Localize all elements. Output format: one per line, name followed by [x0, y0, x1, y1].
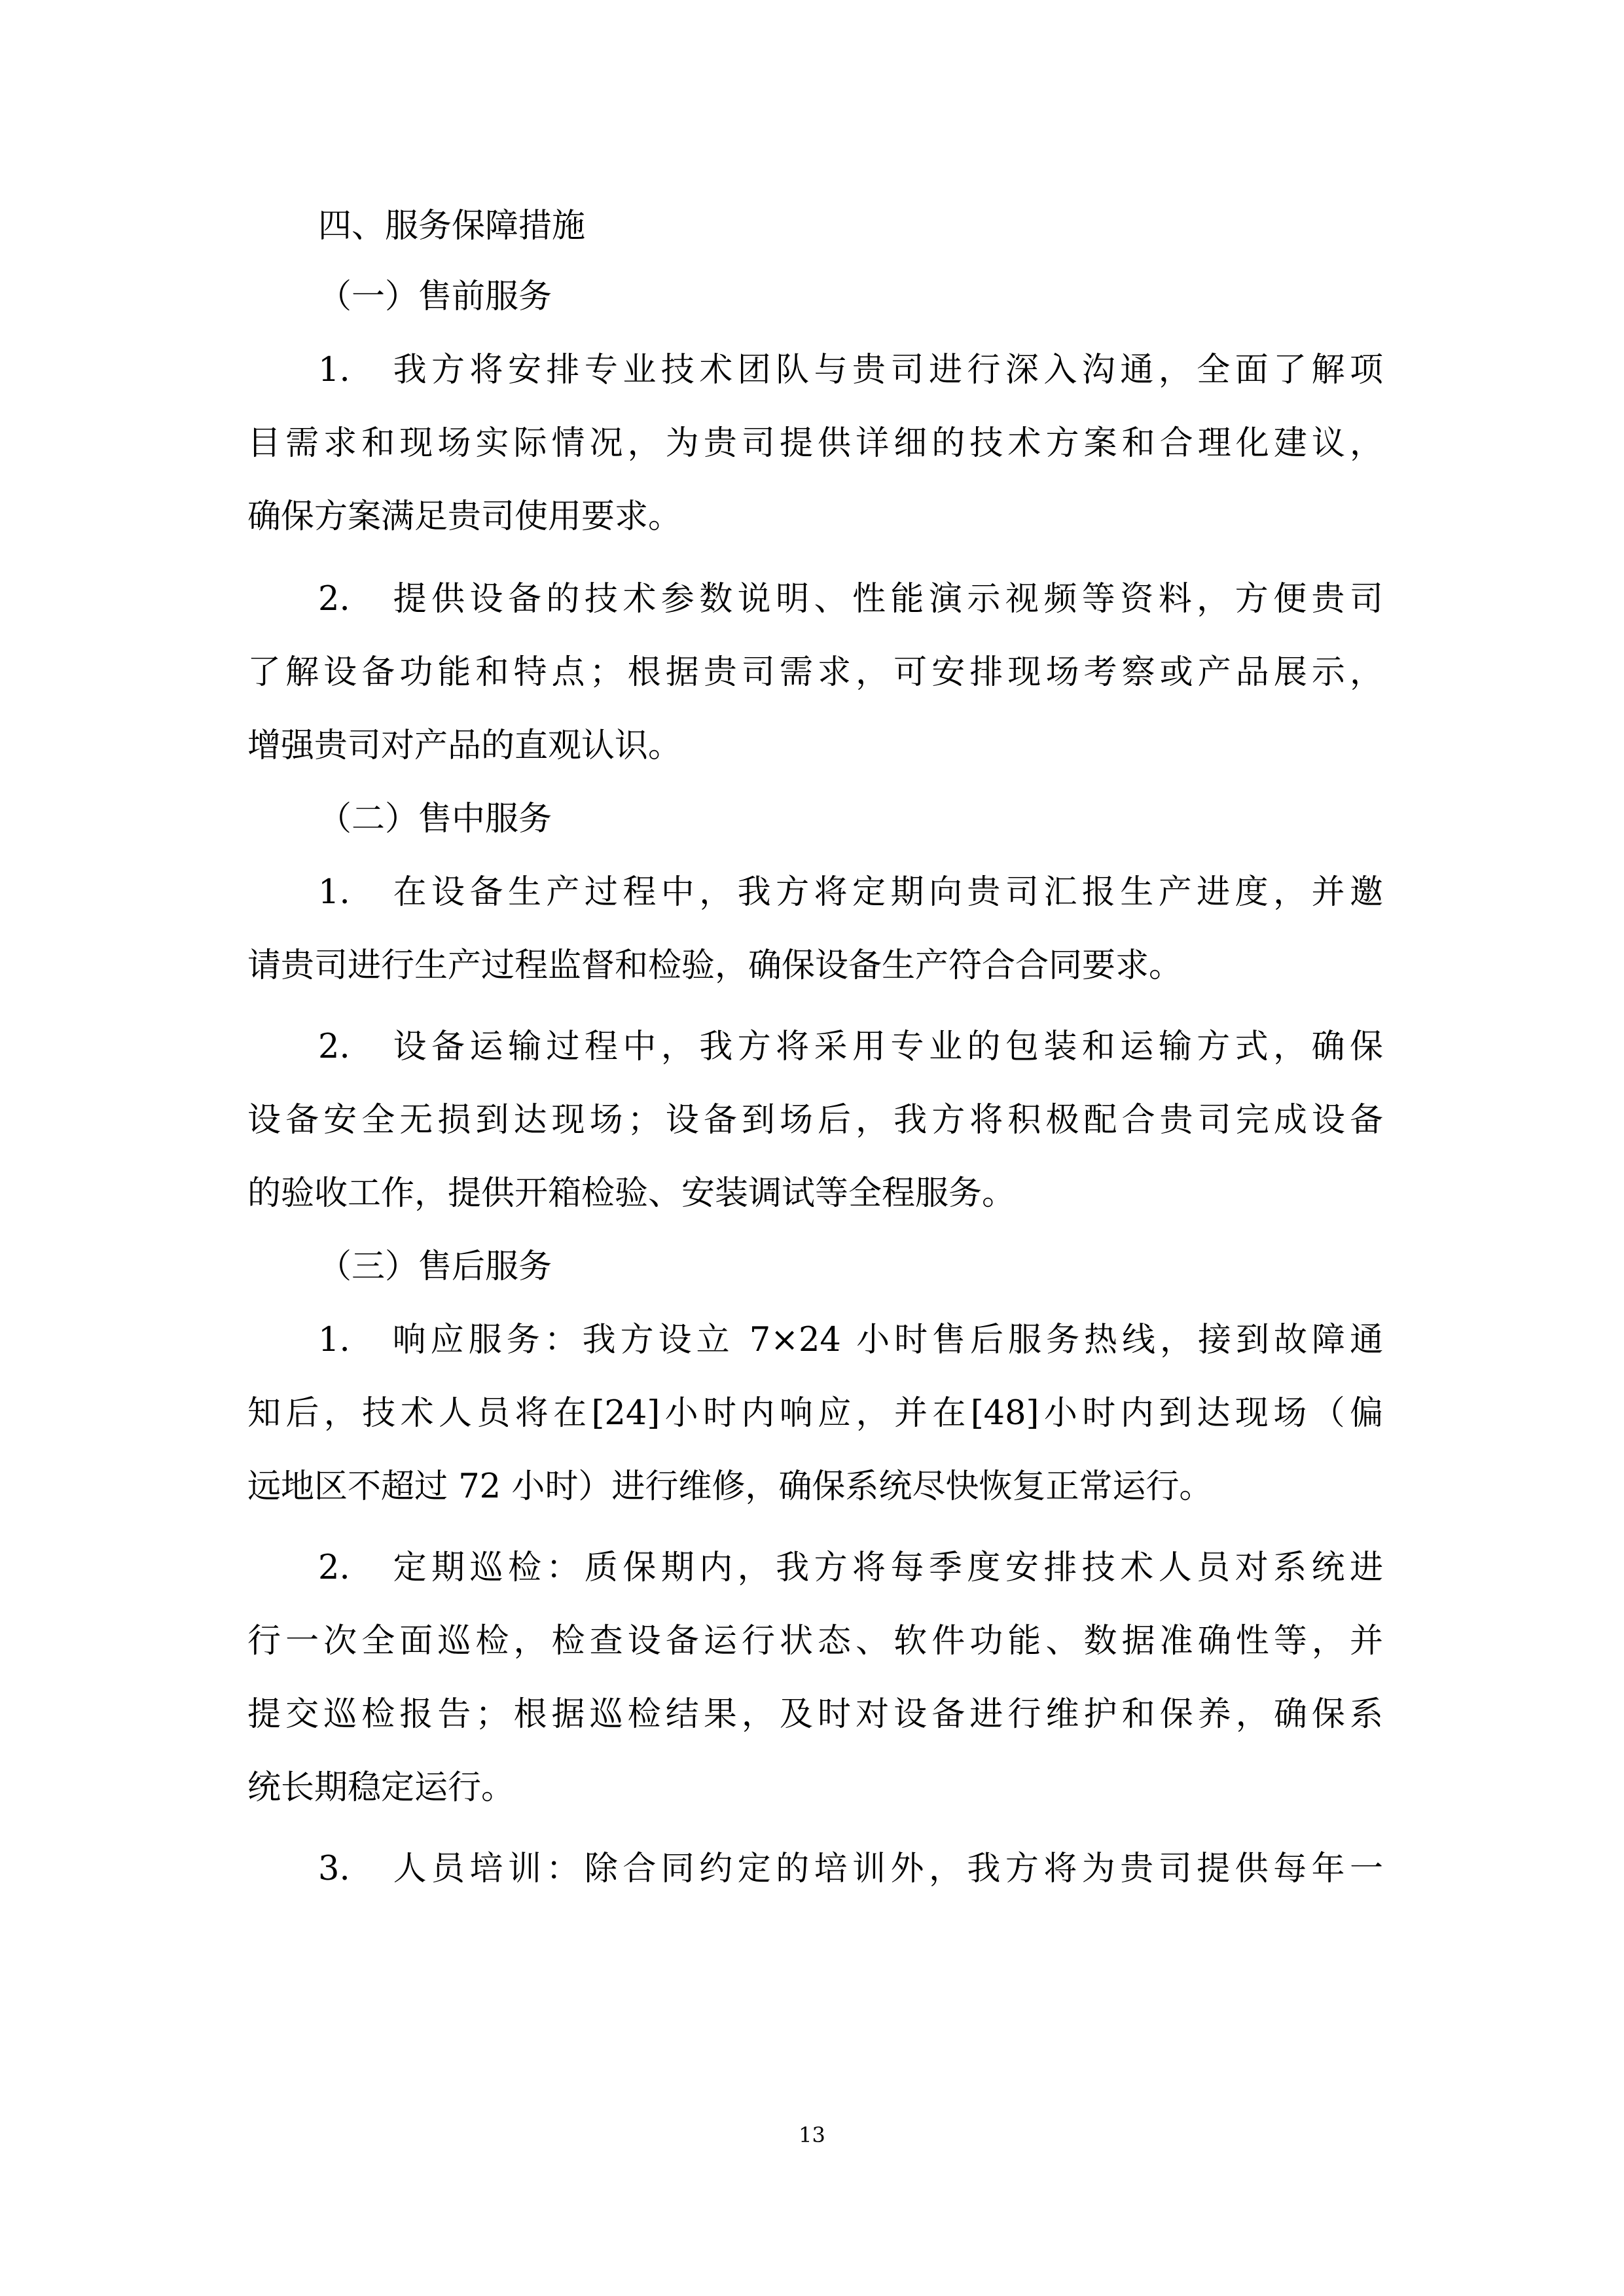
aftersale-item2-line4: 统长期稳定运行。 [247, 1768, 515, 1807]
presale-item2-line2: 了解设备功能和特点；根据贵司需求，可安排现场考察或产品展示， [247, 653, 1383, 692]
presale-item1-line3: 确保方案满足贵司使用要求。 [247, 497, 682, 536]
page-number: 13 [799, 2123, 825, 2147]
insale-item2-line3: 的验收工作，提供开箱检验、安装调试等全程服务。 [247, 1174, 1016, 1213]
insale-heading: （二）售中服务 [318, 800, 552, 838]
section-title: 四、服务保障措施 [318, 207, 586, 245]
insale-item2-line1: 2. 设备运输过程中，我方将采用专业的包装和运输方式，确保 [318, 1028, 1383, 1066]
aftersale-item2-line3: 提交巡检报告；根据巡检结果，及时对设备进行维护和保养，确保系 [247, 1695, 1383, 1734]
aftersale-item1-line3: 远地区不超过 72 小时）进行维修，确保系统尽快恢复正常运行。 [247, 1467, 1213, 1506]
insale-item2-line2: 设备安全无损到达现场；设备到场后，我方将积极配合贵司完成设备 [247, 1101, 1383, 1139]
aftersale-item2-line2: 行一次全面巡检，检查设备运行状态、软件功能、数据准确性等，并 [247, 1622, 1383, 1660]
presale-item2-line3: 增强贵司对产品的直观认识。 [247, 726, 682, 765]
aftersale-item2-line1: 2. 定期巡检：质保期内，我方将每季度安排技术人员对系统进 [318, 1549, 1383, 1587]
presale-item2-line1: 2. 提供设备的技术参数说明、性能演示视频等资料，方便贵司 [318, 580, 1383, 619]
presale-item1-line1: 1. 我方将安排专业技术团队与贵司进行深入沟通，全面了解项 [318, 351, 1383, 389]
aftersale-item1-line2: 知后，技术人员将在[24]小时内响应，并在[48]小时内到达现场（偏 [247, 1394, 1383, 1433]
presale-heading: （一）售前服务 [318, 278, 552, 316]
insale-item1-line1: 1. 在设备生产过程中，我方将定期向贵司汇报生产进度，并邀 [318, 873, 1383, 912]
aftersale-heading: （三）售后服务 [318, 1247, 552, 1286]
insale-item1-line2: 请贵司进行生产过程监督和检验，确保设备生产符合合同要求。 [247, 946, 1183, 985]
presale-item1-line2: 目需求和现场实际情况，为贵司提供详细的技术方案和合理化建议， [247, 424, 1383, 463]
aftersale-item1-line1: 1. 响应服务：我方设立 7×24 小时售后服务热线，接到故障通 [318, 1321, 1383, 1359]
aftersale-item3-line1: 3. 人员培训：除合同约定的培训外，我方将为贵司提供每年一 [318, 1850, 1383, 1888]
